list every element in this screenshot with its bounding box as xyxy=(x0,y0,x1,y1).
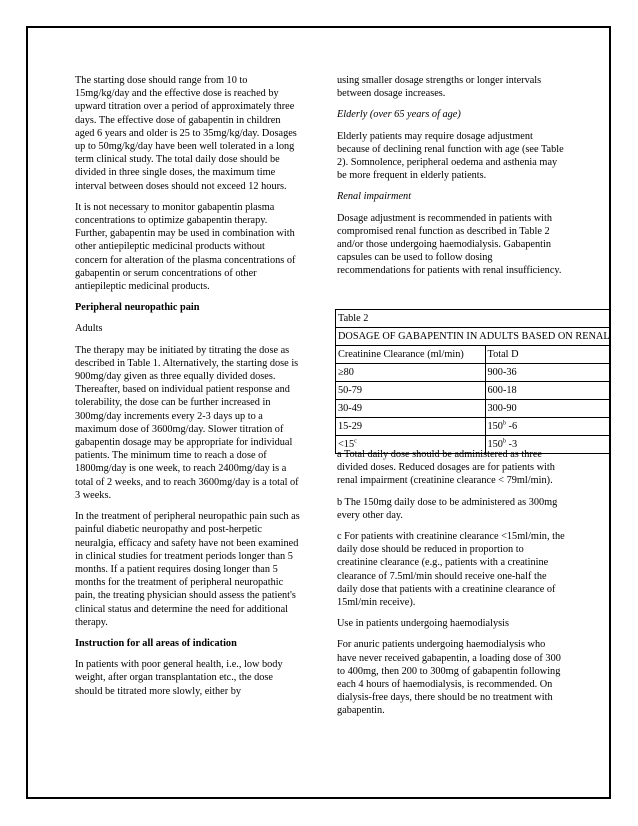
dosage-table xyxy=(335,309,611,454)
table-cell-dose: 600-18 xyxy=(485,382,611,400)
table-cell-clearance: ≥80 xyxy=(336,364,486,382)
footnote-mark: b xyxy=(502,438,506,445)
table-cell-dose: 300-90 xyxy=(485,400,611,418)
paragraph-dosage-strengths: using smaller dosage strengths or longer intervals between dosage increases. xyxy=(337,75,542,100)
paragraph-haemodialysis: For anuric patients undergoing haemodialysis who have never received gabapentin, a loading dose of 300 to 400mg, then 200 to 300mg of gabapentin following each 4 hours of haemodialysis, is recommended. On dialysis-free days, there should be no treatment with gabapentin. xyxy=(337,639,561,717)
dose-value: 150 xyxy=(487,439,503,450)
table-header-dose: Total D xyxy=(485,346,611,364)
table-header-clearance: Creatinine Clearance (ml/min) xyxy=(336,346,486,364)
heading-peripheral-neuropathic-pain: Peripheral neuropathic pain xyxy=(75,302,200,314)
right-column xyxy=(337,74,565,286)
left-column xyxy=(75,74,300,706)
footnote-c: c For patients with creatinine clearance <15ml/min, the daily dose should be reduced in proportion to creatinine clearance (e.g., patients with a creatinine clearance of 7.5ml/min should receive one-half the daily dose that patients with a creatinine clearance of 15ml/min receive). xyxy=(337,531,565,609)
paragraph-neuropathic-treatment: In the treatment of peripheral neuropathic pain such as painful diabetic neuropathy and post-herpetic neuralgia, efficacy and safety have not been examined in clinical studies for treatment periods longer than 5 months. If a patient requires dosing longer than 5 months for the treatment of peripheral neuropathic pain, the treating physician should assess the patient's clinical status and determine the need for additional therapy. xyxy=(75,511,300,628)
footnote-mark: c xyxy=(354,438,357,445)
clearance-value: <15 xyxy=(338,439,355,450)
table-cell-dose xyxy=(485,418,611,436)
heading-elderly: Elderly (over 65 years of age) xyxy=(337,109,461,121)
table-caption: Table 2 xyxy=(336,310,612,328)
table-row xyxy=(336,364,612,382)
table-title: DOSAGE OF GABAPENTIN IN ADULTS BASED ON RENAL xyxy=(336,328,612,346)
paragraph-elderly: Elderly patients may require dosage adjustment because of declining renal function with age (see Table 2). Somnolence, peripheral oedema and asthenia may be more frequent in elderly patients. xyxy=(337,130,564,182)
table-row xyxy=(336,418,612,436)
paragraph-plasma-monitoring: It is not necessary to monitor gabapentin plasma concentrations to optimize gabapentin therapy. Further, gabapentin may be used in combination with other antiepileptic medicinal products without concern for alteration of the plasma concentrations of gabapentin or serum concentrations of other antiepileptic medicinal products. xyxy=(75,201,296,293)
paragraph-renal: Dosage adjustment is recommended in patients with compromised renal function as described in Table 2 and/or those undergoing haemodialysis. Gabapentin capsules can be used to follow dosing recommendations for patients with renal insufficiency. xyxy=(337,212,562,277)
dosage-table-wrapper xyxy=(335,309,611,454)
heading-renal-impairment: Renal impairment xyxy=(337,191,412,203)
heading-all-indications: Instruction for all areas of indication xyxy=(75,637,237,649)
table-notes xyxy=(337,448,565,726)
footnote-mark: b xyxy=(502,420,506,427)
dose-value-rest: -6 xyxy=(505,421,518,432)
heading-haemodialysis: Use in patients undergoing haemodialysis xyxy=(337,618,509,630)
paragraph-poor-health: In patients with poor general health, i.e., low body weight, after organ transplantation etc., the dose should be titrated more slowly, either by xyxy=(75,659,283,697)
table-row xyxy=(336,382,612,400)
table-cell-dose: 900-36 xyxy=(485,364,611,382)
subheading-adults: Adults xyxy=(75,323,103,335)
table-row xyxy=(336,400,612,418)
paragraph-titration: The therapy may be initiated by titrating the dose as described in Table 1. Alternatively, the starting dose is 900mg/day given as three equally divided doses. Thereafter, based on individual patient response and tolerability, the dose can be further increased in 300mg/day increments every 2-3 days up to a maximum dose of 3600mg/day. Slower titration of gabapentin dosage may be appropriate for individual patients. The minimum time to reach a dose of 1800mg/day is one week, to reach 2400mg/day is a total of 2 weeks, and to reach 3600mg/day is a total of 3 weeks. xyxy=(75,344,299,501)
dose-value: 150 xyxy=(487,421,503,432)
footnote-b: b The 150mg daily dose to be administered as 300mg every other day. xyxy=(337,496,558,521)
paragraph-children-dose: The starting dose should range from 10 to 15mg/kg/day and the effective dose is reached by upward titration over a period of approximately three days. The effective dose of gabapentin in children aged 6 years and older is 25 to 35mg/kg/day. Dosages up to 50mg/kg/day have been well tolerated in a long term clinical study. The total daily dose should be divided in three single doses, the maximum time interval between doses should not exceed 12 hours. xyxy=(75,75,297,192)
dose-value-rest: -3 xyxy=(505,439,518,450)
table-cell-clearance: 15-29 xyxy=(336,418,486,436)
table-cell-clearance: 50-79 xyxy=(336,382,486,400)
table-cell-clearance: 30-49 xyxy=(336,400,486,418)
footnote-a: a Total daily dose should be administered as three divided doses. Reduced dosages are for patients with renal impairment (creatinine clearance < 79ml/min). xyxy=(337,449,555,487)
